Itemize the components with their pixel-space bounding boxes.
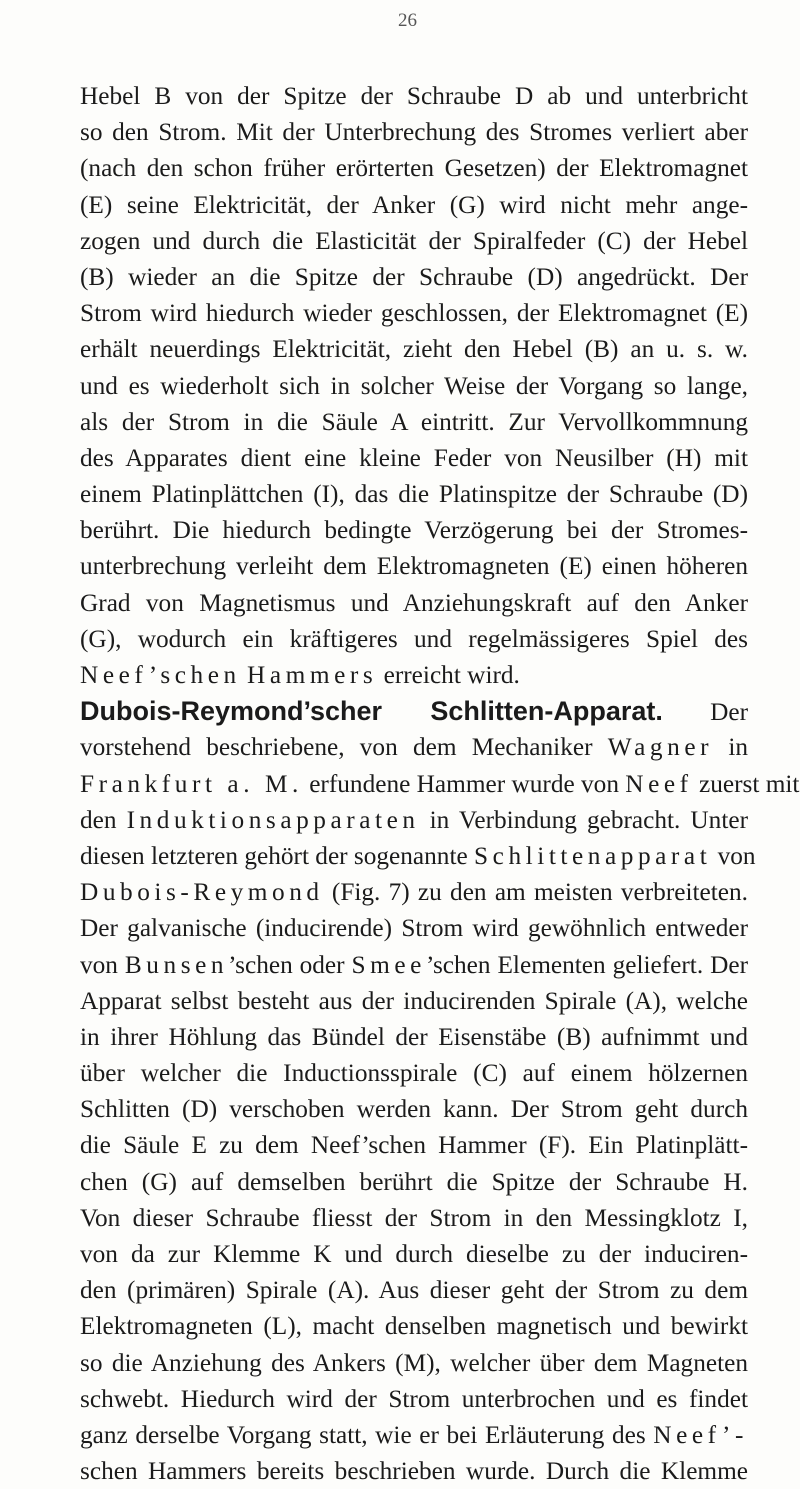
text-line: die Säule E zu dem Neef’schen Hammer (F). Ein Platinplätt-: [80, 1131, 748, 1160]
spaced-name: Smee: [351, 950, 426, 979]
text-span: von: [80, 950, 118, 979]
spaced-name: Neef: [625, 769, 693, 798]
text-span: Der: [710, 698, 748, 727]
text-span: in: [728, 733, 748, 762]
text-line: Apparat selbst besteht aus der inducirenden Spirale (A), welche: [80, 986, 748, 1015]
text-line: als der Strom in die Säule A eintritt. Zur Vervollkommnung: [80, 407, 748, 436]
text-span: zuerst mit: [699, 769, 800, 798]
text-line: Elektromagneten (L), macht denselben magnetisch und bewirkt: [80, 1312, 748, 1341]
text-line: [80, 802, 748, 838]
text-line: Von dieser Schraube fliesst der Strom in den Messingklotz I,: [80, 1203, 748, 1232]
text-span: vorstehend beschriebene, von dem Mechaniker: [80, 733, 593, 762]
text-span: erfundene Hammer wurde von: [309, 769, 619, 798]
text-line: [80, 729, 748, 765]
text-line: [80, 657, 748, 693]
text-line: [80, 766, 800, 802]
text-span: den: [80, 805, 117, 834]
text-span: erreicht wird.: [383, 661, 520, 689]
spaced-name: Dubois-Reymond: [80, 878, 324, 907]
text-line: [80, 947, 748, 983]
text-line: berührt. Die hiedurch bedingte Verzögerung bei der Stromes-: [80, 516, 748, 545]
text-line: chen (G) auf demselben berührt die Spitze der Schraube H.: [80, 1167, 748, 1196]
text-line: den (primären) Spirale (A). Aus dieser geht der Strom zu dem: [80, 1276, 748, 1305]
text-line: [80, 1417, 748, 1453]
text-line: (E) seine Elektricität, der Anker (G) wird nicht mehr ange-: [80, 190, 748, 219]
text-span: von: [717, 841, 756, 870]
text-line: des Apparates dient eine kleine Feder von Neusilber (H) mit: [80, 443, 748, 472]
text-line: so den Strom. Mit der Unterbrechung des Stromes verliert aber: [80, 118, 748, 147]
spaced-name: Wagner: [607, 733, 714, 762]
text-line: unterbrechung verleiht dem Elektromagneten (E) einen höheren: [80, 552, 748, 581]
spaced-term: Induktionsapparaten: [126, 805, 420, 834]
text-span: (Fig. 7) zu den am meisten verbreiteten.: [331, 878, 748, 907]
text-span: ganz derselbe Vorgang statt, wie er bei Erläuterung des: [80, 1420, 646, 1449]
text-line: Grad von Magnetismus und Anziehungskraft auf den Anker: [80, 588, 748, 617]
text-line: [80, 874, 748, 910]
text-line: in ihrer Höhlung das Bündel der Eisenstäbe (B) aufnimmt und: [80, 1022, 748, 1051]
text-line: [80, 838, 756, 874]
spaced-name: Neef’schen: [80, 661, 241, 689]
text-line: (B) wieder an die Spitze der Schraube (D) angedrückt. Der: [80, 262, 748, 291]
text-line: Der galvanische (inducirende) Strom wird gewöhnlich entweder: [80, 914, 748, 943]
text-line: einem Platinplättchen (I), das die Platinspitze der Schraube (D): [80, 480, 748, 509]
text-span: in Verbindung gebracht. Unter: [429, 805, 748, 834]
text-span: ’schen Elementen geliefert. Der: [425, 950, 748, 979]
body-text: [80, 78, 800, 1489]
text-span: ’schen oder: [228, 950, 345, 979]
spaced-term: Schlittenapparat: [474, 841, 712, 870]
text-line: und es wiederholt sich in solcher Weise der Vorgang so lange,: [80, 371, 748, 400]
text-line: (nach den schon früher erörterten Gesetzen) der Elektromagnet: [80, 154, 748, 183]
text-span: diesen letzteren gehört der sogenannte: [80, 841, 468, 870]
text-line: über welcher die Inductionsspirale (C) auf einem hölzernen: [80, 1059, 748, 1088]
text-line: so die Anziehung des Ankers (M), welcher über dem Magneten: [80, 1348, 748, 1377]
text-line: erhält neuerdings Elektricität, zieht den Hebel (B) an u. s. w.: [80, 335, 748, 364]
spaced-name: Frankfurt a. M.: [80, 769, 303, 798]
spaced-name: Neef’-: [653, 1420, 749, 1449]
text-line: von da zur Klemme K und durch dieselbe zu der induciren-: [80, 1240, 748, 1268]
text-line: zogen und durch die Elasticität der Spiralfeder (C) der Hebel: [80, 226, 748, 255]
text-line: [80, 693, 748, 729]
spaced-name: Hammers: [247, 661, 378, 689]
text-line: (G), wodurch ein kräftigeres und regelmässigeres Spiel des: [80, 624, 748, 653]
spaced-name: Bunsen: [124, 950, 229, 979]
text-line: schwebt. Hiedurch wird der Strom unterbrochen und es findet: [80, 1384, 748, 1413]
page-number: 26: [398, 10, 417, 31]
section-heading: Dubois-Reymond’scher Schlitten-Apparat.: [80, 696, 663, 727]
text-line: Schlitten (D) verschoben werden kann. Der Strom geht durch: [80, 1095, 748, 1124]
text-line: Strom wird hiedurch wieder geschlossen, der Elektromagnet (E): [80, 299, 748, 328]
text-line: schen Hammers bereits beschrieben wurde. Durch die Klemme: [80, 1457, 748, 1486]
text-line: Hebel B von der Spitze der Schraube D ab und unterbricht: [80, 82, 748, 110]
